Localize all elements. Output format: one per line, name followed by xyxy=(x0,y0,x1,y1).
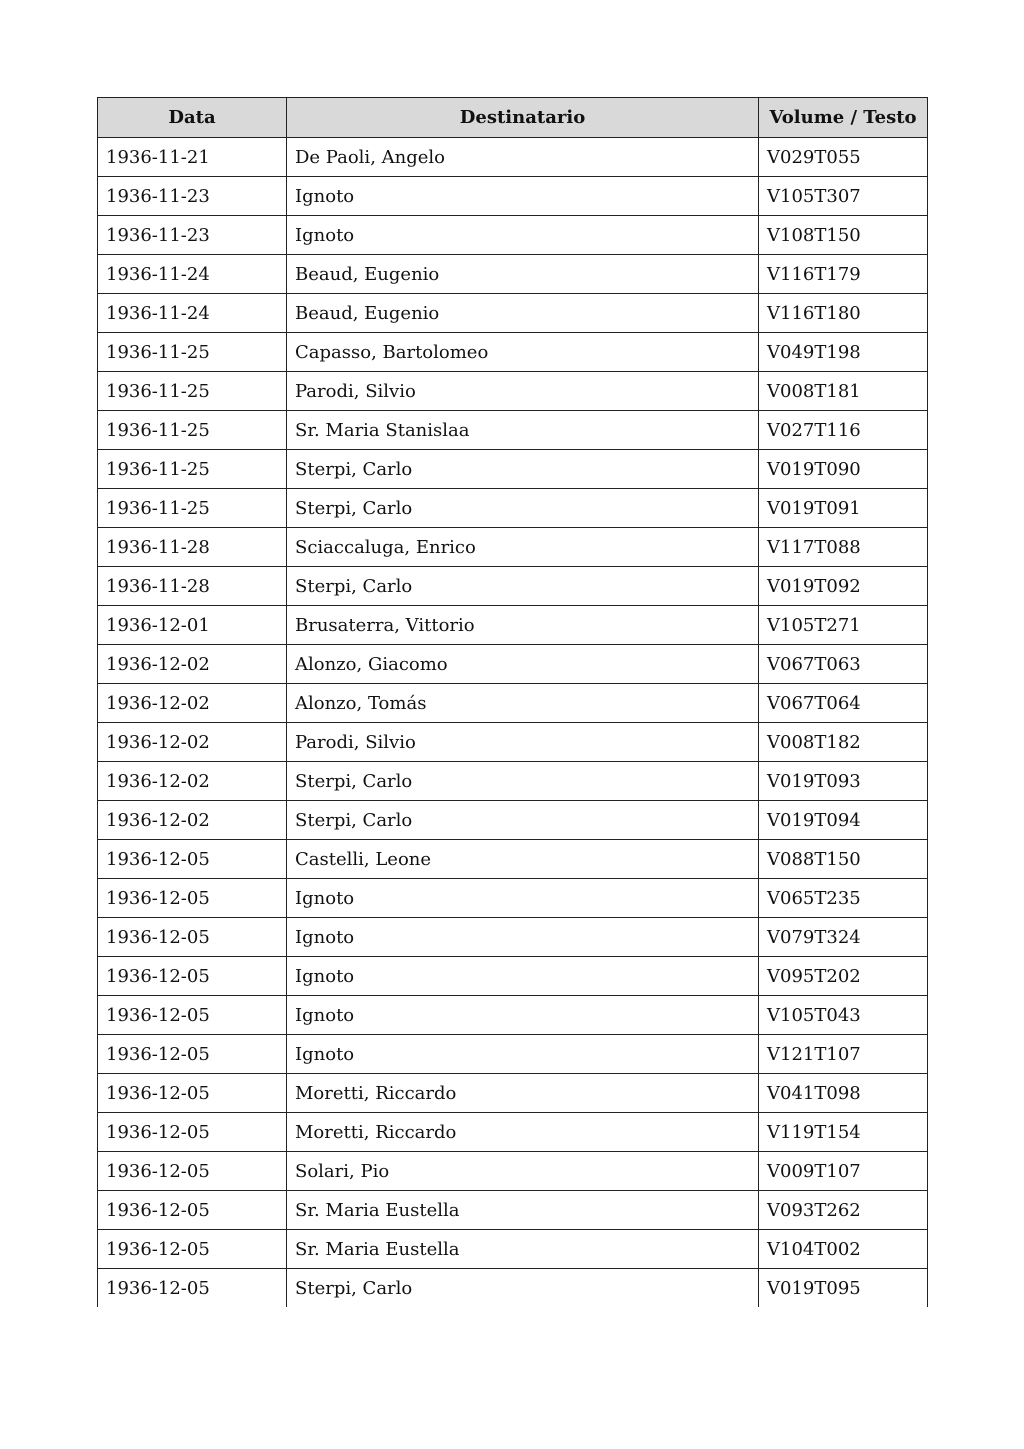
table-row xyxy=(98,840,928,879)
recipient-cell: Sterpi, Carlo xyxy=(287,567,759,606)
recipient-cell: Brusaterra, Vittorio xyxy=(287,606,759,645)
recipient-cell: Castelli, Leone xyxy=(287,840,759,879)
volume-text-cell: V065T235 xyxy=(759,879,928,918)
date-cell: 1936-12-05 xyxy=(98,1191,287,1230)
volume-text-cell: V105T271 xyxy=(759,606,928,645)
table-row xyxy=(98,333,928,372)
recipient-cell: Ignoto xyxy=(287,918,759,957)
table-row xyxy=(98,801,928,840)
volume-text-cell: V008T181 xyxy=(759,372,928,411)
recipient-cell: Sterpi, Carlo xyxy=(287,489,759,528)
date-cell: 1936-12-05 xyxy=(98,957,287,996)
recipient-cell: Ignoto xyxy=(287,177,759,216)
letters-table xyxy=(97,97,928,1307)
table-row xyxy=(98,567,928,606)
date-cell: 1936-12-05 xyxy=(98,1113,287,1152)
recipient-cell: Capasso, Bartolomeo xyxy=(287,333,759,372)
volume-text-cell: V119T154 xyxy=(759,1113,928,1152)
table-row xyxy=(98,1152,928,1191)
date-cell: 1936-12-05 xyxy=(98,918,287,957)
table-row xyxy=(98,177,928,216)
volume-text-cell: V019T092 xyxy=(759,567,928,606)
volume-text-cell: V104T002 xyxy=(759,1230,928,1269)
volume-text-cell: V049T198 xyxy=(759,333,928,372)
table-row xyxy=(98,489,928,528)
date-cell: 1936-11-25 xyxy=(98,372,287,411)
date-cell: 1936-11-24 xyxy=(98,255,287,294)
recipient-cell: Beaud, Eugenio xyxy=(287,255,759,294)
volume-text-cell: V019T095 xyxy=(759,1269,928,1308)
volume-text-cell: V117T088 xyxy=(759,528,928,567)
table-row xyxy=(98,1113,928,1152)
table-row xyxy=(98,723,928,762)
recipient-cell: Sciaccaluga, Enrico xyxy=(287,528,759,567)
table-row xyxy=(98,1269,928,1308)
date-cell: 1936-12-05 xyxy=(98,1269,287,1308)
volume-text-cell: V067T064 xyxy=(759,684,928,723)
date-cell: 1936-12-02 xyxy=(98,684,287,723)
volume-text-cell: V009T107 xyxy=(759,1152,928,1191)
table-row xyxy=(98,294,928,333)
volume-text-cell: V108T150 xyxy=(759,216,928,255)
volume-text-cell: V105T307 xyxy=(759,177,928,216)
volume-text-cell: V095T202 xyxy=(759,957,928,996)
recipient-cell: Sterpi, Carlo xyxy=(287,801,759,840)
recipient-cell: Ignoto xyxy=(287,1035,759,1074)
table-row xyxy=(98,1191,928,1230)
volume-text-cell: V019T094 xyxy=(759,801,928,840)
table-row xyxy=(98,1035,928,1074)
table-row xyxy=(98,684,928,723)
recipient-cell: Alonzo, Tomás xyxy=(287,684,759,723)
volume-text-cell: V088T150 xyxy=(759,840,928,879)
date-cell: 1936-11-25 xyxy=(98,489,287,528)
date-cell: 1936-11-28 xyxy=(98,567,287,606)
volume-text-cell: V093T262 xyxy=(759,1191,928,1230)
recipient-cell: Sterpi, Carlo xyxy=(287,1269,759,1308)
date-cell: 1936-12-02 xyxy=(98,645,287,684)
date-cell: 1936-11-23 xyxy=(98,216,287,255)
recipient-cell: De Paoli, Angelo xyxy=(287,138,759,177)
volume-text-cell: V067T063 xyxy=(759,645,928,684)
volume-text-cell: V105T043 xyxy=(759,996,928,1035)
recipient-cell: Moretti, Riccardo xyxy=(287,1074,759,1113)
date-cell: 1936-12-05 xyxy=(98,1074,287,1113)
recipient-cell: Parodi, Silvio xyxy=(287,372,759,411)
date-cell: 1936-11-25 xyxy=(98,411,287,450)
volume-text-cell: V019T090 xyxy=(759,450,928,489)
table-row xyxy=(98,372,928,411)
date-cell: 1936-12-05 xyxy=(98,996,287,1035)
table-row xyxy=(98,996,928,1035)
table-row xyxy=(98,879,928,918)
volume-text-cell: V029T055 xyxy=(759,138,928,177)
volume-text-cell: V121T107 xyxy=(759,1035,928,1074)
recipient-cell: Sr. Maria Stanislaa xyxy=(287,411,759,450)
volume-text-cell: V019T093 xyxy=(759,762,928,801)
date-cell: 1936-11-23 xyxy=(98,177,287,216)
recipient-cell: Ignoto xyxy=(287,216,759,255)
recipient-cell: Sterpi, Carlo xyxy=(287,762,759,801)
date-cell: 1936-12-05 xyxy=(98,879,287,918)
table-row xyxy=(98,216,928,255)
table-row xyxy=(98,1074,928,1113)
recipient-cell: Ignoto xyxy=(287,879,759,918)
date-cell: 1936-12-01 xyxy=(98,606,287,645)
date-cell: 1936-12-05 xyxy=(98,1152,287,1191)
table-row xyxy=(98,762,928,801)
date-cell: 1936-11-21 xyxy=(98,138,287,177)
recipient-cell: Sterpi, Carlo xyxy=(287,450,759,489)
recipient-cell: Sr. Maria Eustella xyxy=(287,1230,759,1269)
date-cell: 1936-12-02 xyxy=(98,723,287,762)
table-row xyxy=(98,138,928,177)
table-row xyxy=(98,1230,928,1269)
recipient-cell: Ignoto xyxy=(287,957,759,996)
table-row xyxy=(98,411,928,450)
table-row xyxy=(98,255,928,294)
table-row xyxy=(98,957,928,996)
volume-text-cell: V116T180 xyxy=(759,294,928,333)
table-row xyxy=(98,450,928,489)
date-cell: 1936-11-24 xyxy=(98,294,287,333)
recipient-cell: Ignoto xyxy=(287,996,759,1035)
column-header-volume-text: Volume / Testo xyxy=(759,98,928,138)
volume-text-cell: V008T182 xyxy=(759,723,928,762)
volume-text-cell: V041T098 xyxy=(759,1074,928,1113)
column-header-date: Data xyxy=(98,98,287,138)
date-cell: 1936-12-05 xyxy=(98,1230,287,1269)
recipient-cell: Parodi, Silvio xyxy=(287,723,759,762)
volume-text-cell: V079T324 xyxy=(759,918,928,957)
column-header-recipient: Destinatario xyxy=(287,98,759,138)
table-row xyxy=(98,606,928,645)
table-header-row xyxy=(98,98,928,138)
volume-text-cell: V019T091 xyxy=(759,489,928,528)
table-body xyxy=(98,138,928,1308)
recipient-cell: Beaud, Eugenio xyxy=(287,294,759,333)
recipient-cell: Moretti, Riccardo xyxy=(287,1113,759,1152)
table-row xyxy=(98,645,928,684)
date-cell: 1936-12-05 xyxy=(98,840,287,879)
date-cell: 1936-12-05 xyxy=(98,1035,287,1074)
date-cell: 1936-12-02 xyxy=(98,762,287,801)
recipient-cell: Solari, Pio xyxy=(287,1152,759,1191)
table-row xyxy=(98,918,928,957)
date-cell: 1936-11-28 xyxy=(98,528,287,567)
recipient-cell: Alonzo, Giacomo xyxy=(287,645,759,684)
date-cell: 1936-11-25 xyxy=(98,450,287,489)
date-cell: 1936-12-02 xyxy=(98,801,287,840)
volume-text-cell: V116T179 xyxy=(759,255,928,294)
table-row xyxy=(98,528,928,567)
date-cell: 1936-11-25 xyxy=(98,333,287,372)
recipient-cell: Sr. Maria Eustella xyxy=(287,1191,759,1230)
volume-text-cell: V027T116 xyxy=(759,411,928,450)
